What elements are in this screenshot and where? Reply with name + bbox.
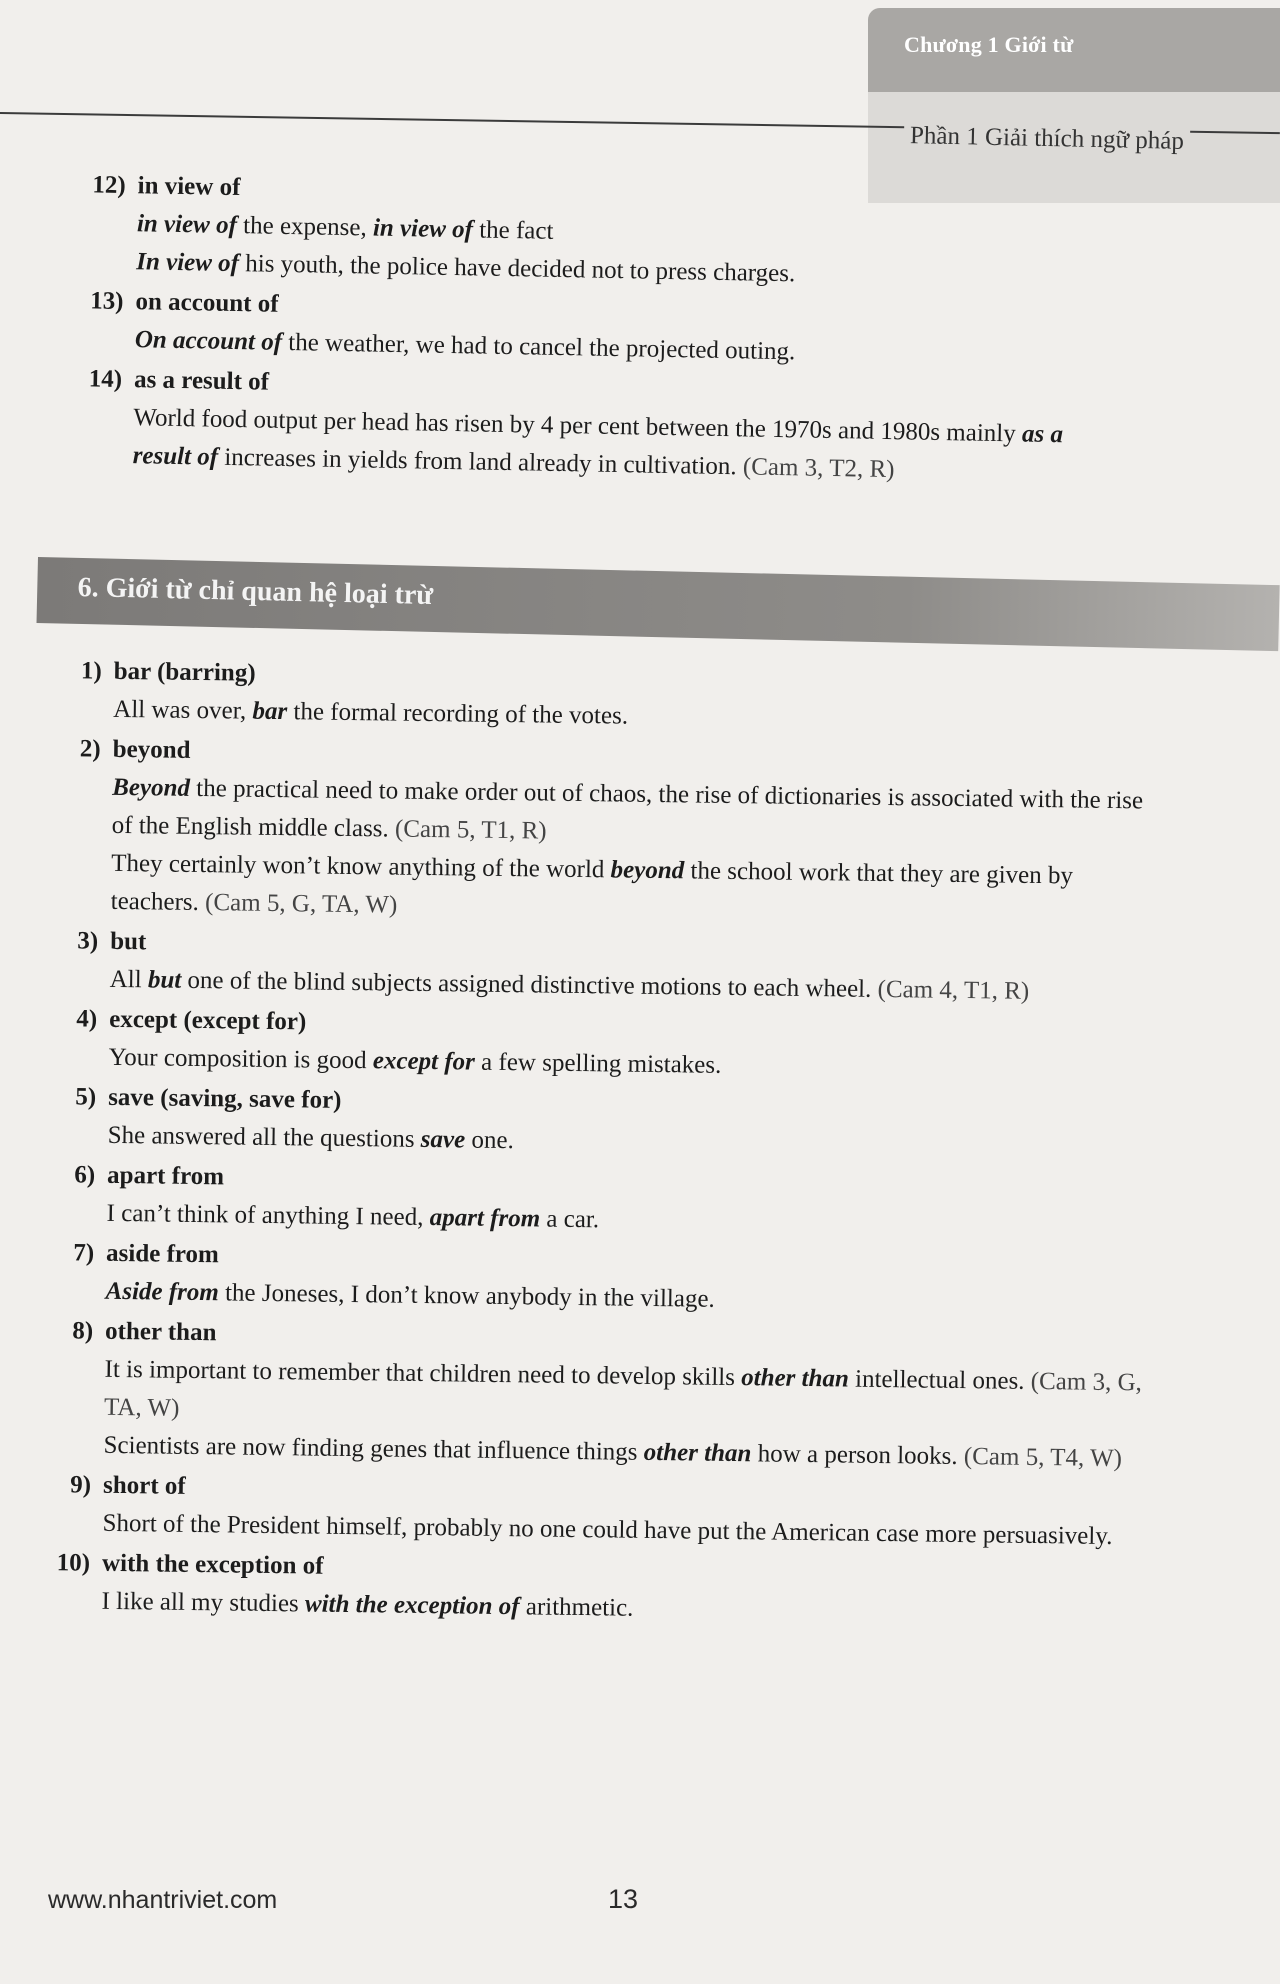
highlighted-preposition: On account of bbox=[134, 326, 283, 356]
item-term: short of bbox=[102, 1471, 186, 1500]
highlighted-preposition: but bbox=[147, 966, 182, 994]
example-text: increases in yields from land already in cultivation. bbox=[217, 443, 744, 481]
highlighted-preposition: in view of bbox=[372, 214, 474, 244]
example-text: one of the blind subjects assigned distinctive motions to each wheel. bbox=[181, 966, 878, 1003]
list-item bbox=[47, 652, 1158, 743]
item-number: 3) bbox=[77, 927, 99, 955]
list-item bbox=[70, 166, 1132, 299]
example-text: the formal recording of the votes. bbox=[287, 698, 629, 730]
example-text: his youth, the police have decided not to press charges. bbox=[238, 250, 796, 288]
source-citation: (Cam 5, T1, R) bbox=[394, 815, 547, 845]
highlighted-preposition: with the exception of bbox=[304, 1590, 520, 1621]
highlighted-preposition: as a result of bbox=[132, 420, 1064, 471]
highlighted-preposition: other than bbox=[643, 1438, 752, 1468]
item-number: 1) bbox=[80, 657, 102, 685]
exclusion-item-list bbox=[35, 652, 1158, 1636]
source-citation: (Cam 3, T2, R) bbox=[742, 453, 895, 484]
list-item bbox=[36, 1466, 1147, 1557]
highlighted-preposition: Aside from bbox=[105, 1277, 220, 1307]
example-text: how a person looks. bbox=[751, 1440, 965, 1471]
list-item bbox=[35, 1544, 1146, 1635]
item-number: 8) bbox=[72, 1317, 94, 1345]
source-citation: (Cam 4, T1, R) bbox=[877, 975, 1030, 1005]
highlighted-preposition: Beyond bbox=[112, 773, 191, 802]
list-item bbox=[37, 1312, 1149, 1479]
item-term: save (saving, save for) bbox=[107, 1083, 342, 1114]
highlighted-preposition: In view of bbox=[136, 248, 240, 278]
highlighted-preposition: in view of bbox=[136, 210, 238, 240]
item-number: 2) bbox=[79, 735, 101, 763]
example-text: the expense, bbox=[236, 212, 374, 242]
footer-website: www.nhantriviet.com bbox=[48, 1886, 278, 1914]
item-term: other than bbox=[104, 1317, 217, 1347]
example-text: Scientists are now finding genes that influence things bbox=[103, 1431, 644, 1466]
highlighted-preposition: apart from bbox=[429, 1204, 541, 1233]
item-number: 10) bbox=[56, 1549, 91, 1577]
part-label: Phần 1 Giải thích ngữ pháp bbox=[904, 122, 1190, 156]
example-text: Short of the President himself, probably no one could have put the American case more persuasively. bbox=[102, 1509, 1113, 1551]
item-number: 4) bbox=[76, 1005, 98, 1033]
page-number: 13 bbox=[608, 1884, 639, 1914]
example-sentence bbox=[104, 1351, 1149, 1441]
item-term: on account of bbox=[135, 288, 279, 318]
source-citation: (Cam 3, G, TA, W) bbox=[103, 1367, 1143, 1422]
section-title: 6. Giới từ chỉ quan hệ loại trừ bbox=[77, 572, 434, 612]
example-text: World food output per head has risen by 4 per cent between the 1970s and 1980s mainly bbox=[133, 404, 1023, 448]
list-item bbox=[39, 1234, 1150, 1325]
example-text: She answered all the questions bbox=[107, 1121, 421, 1153]
example-text: the school work that they are given by teachers. bbox=[110, 857, 1074, 917]
item-term: but bbox=[110, 927, 147, 956]
example-text: They certainly won’t know anything of the world bbox=[111, 849, 611, 884]
item-number: 9) bbox=[70, 1471, 92, 1499]
item-number: 6) bbox=[74, 1161, 96, 1189]
highlighted-preposition: bar bbox=[252, 697, 288, 726]
highlighted-preposition: other than bbox=[741, 1364, 850, 1393]
example-text: a car. bbox=[539, 1205, 600, 1234]
example-sentence bbox=[110, 845, 1155, 935]
highlighted-preposition: beyond bbox=[610, 856, 685, 885]
item-number: 14) bbox=[88, 365, 123, 393]
top-item-list bbox=[66, 166, 1132, 495]
list-item bbox=[41, 1078, 1152, 1169]
chapter-label: Chương 1 Giới từ bbox=[904, 32, 1074, 57]
highlighted-preposition: save bbox=[420, 1125, 466, 1154]
example-text: I like all my studies bbox=[101, 1587, 306, 1618]
highlighted-preposition: except for bbox=[372, 1047, 476, 1076]
item-term: apart from bbox=[106, 1161, 225, 1191]
example-text: All was over, bbox=[113, 695, 253, 725]
example-text: a few spelling mistakes. bbox=[474, 1048, 722, 1079]
list-item bbox=[42, 1000, 1153, 1091]
example-text: the fact bbox=[472, 216, 554, 245]
item-term: as a result of bbox=[133, 366, 270, 396]
example-text: the weather, we had to cancel the projected outing. bbox=[281, 328, 796, 366]
item-term: except (except for) bbox=[109, 1005, 307, 1036]
list-item bbox=[44, 730, 1156, 935]
item-number: 7) bbox=[73, 1239, 95, 1267]
list-item bbox=[66, 360, 1128, 493]
item-term: beyond bbox=[112, 735, 191, 764]
item-term: in view of bbox=[137, 172, 241, 202]
example-text: one. bbox=[465, 1126, 514, 1155]
item-term: with the exception of bbox=[101, 1549, 324, 1580]
item-number: 5) bbox=[75, 1083, 97, 1111]
example-text: the practical need to make order out of chaos, the rise of dictionaries is associated with the rise of the English middle class. bbox=[111, 774, 1144, 843]
example-text: the Joneses, I don’t know anybody in the village. bbox=[218, 1279, 715, 1313]
item-number: 12) bbox=[92, 171, 126, 199]
item-term: bar (barring) bbox=[113, 657, 256, 687]
item-term: aside from bbox=[105, 1239, 220, 1269]
example-text: It is important to remember that children need to develop skills bbox=[104, 1355, 742, 1392]
example-text: Your composition is good bbox=[108, 1043, 374, 1075]
list-item bbox=[43, 922, 1154, 1013]
source-citation: (Cam 5, T4, W) bbox=[963, 1443, 1123, 1473]
example-text: arithmetic. bbox=[519, 1593, 634, 1622]
example-text: intellectual ones. bbox=[848, 1365, 1031, 1395]
example-text: All bbox=[109, 965, 149, 994]
example-text: I can’t think of anything I need, bbox=[106, 1199, 430, 1232]
item-number: 13) bbox=[89, 287, 124, 315]
source-citation: (Cam 5, G, TA, W) bbox=[204, 889, 398, 919]
list-item bbox=[40, 1156, 1151, 1247]
example-sentence bbox=[111, 769, 1156, 859]
